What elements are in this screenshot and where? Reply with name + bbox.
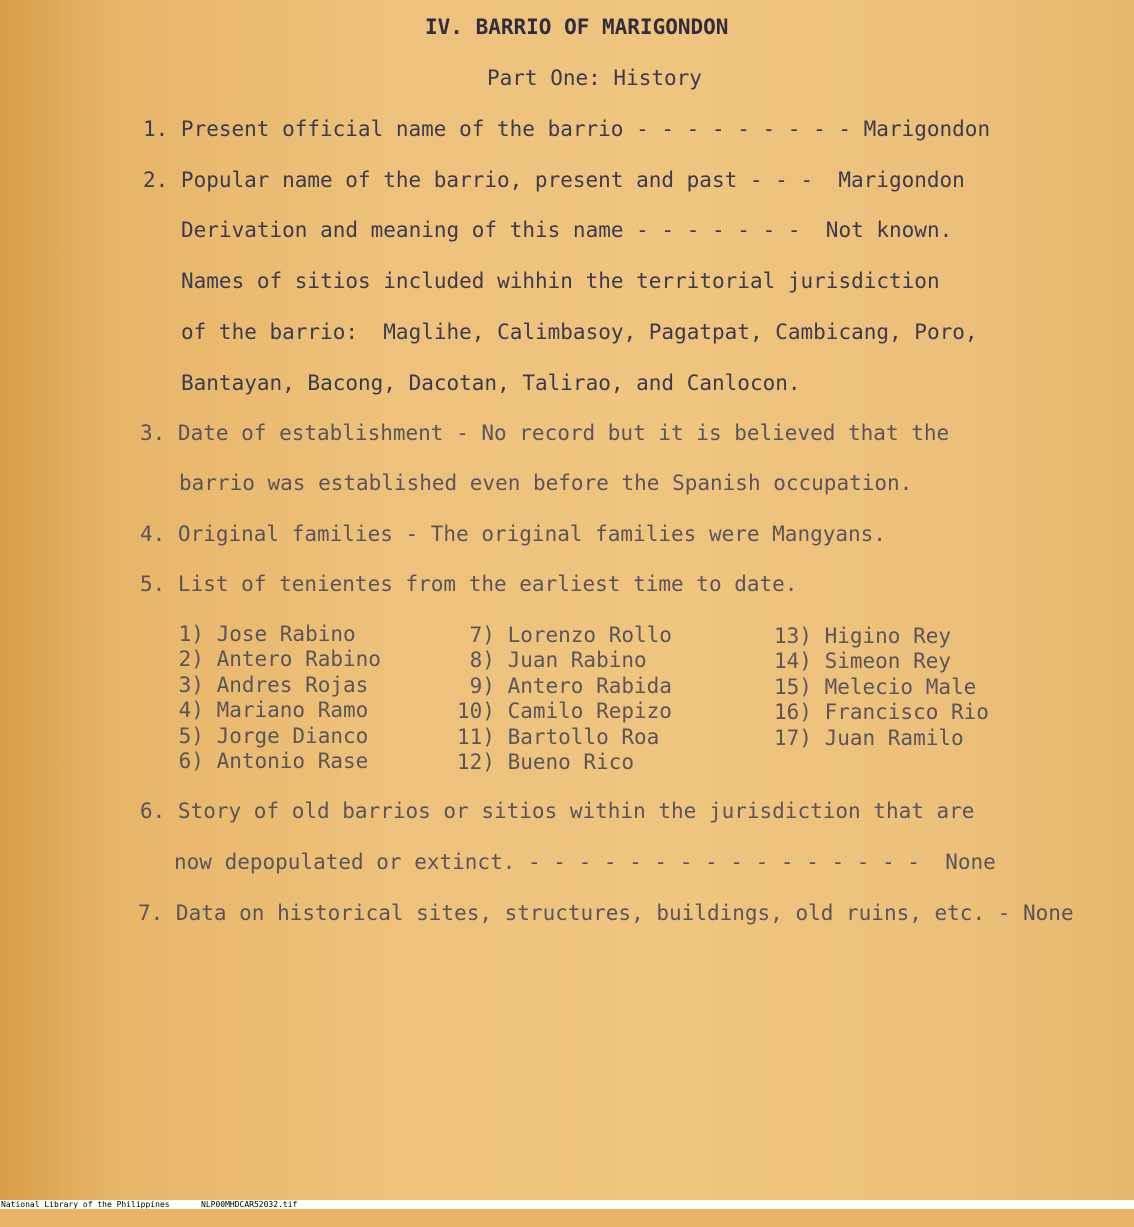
item-2-sitios-list-end: Bantayan, Bacong, Dacotan, Talirao, and Canlocon. bbox=[181, 371, 801, 395]
scan-filename: NLP00MHDCAR52032.tif bbox=[201, 1200, 298, 1209]
teniente-entry: 12) Bueno Rico bbox=[457, 750, 635, 774]
library-credit: National Library of the Philippines bbox=[1, 1200, 170, 1209]
teniente-entry: 13) Higino Rey bbox=[774, 624, 952, 648]
teniente-entry: 9) Antero Rabida bbox=[457, 674, 672, 698]
item-4-original-families: 4. Original families - The original families were Mangyans. bbox=[140, 522, 886, 546]
teniente-entry: 15) Melecio Male bbox=[774, 675, 977, 699]
teniente-entry: 16) Francisco Rio bbox=[774, 700, 989, 724]
page-title: IV. BARRIO OF MARIGONDON bbox=[425, 15, 729, 39]
teniente-entry: 11) Bartollo Roa bbox=[457, 725, 660, 749]
item-3-establishment: 3. Date of establishment - No record but it is believed that the bbox=[140, 421, 950, 445]
teniente-entry: 6) Antonio Rase bbox=[166, 749, 369, 773]
teniente-entry: 7) Lorenzo Rollo bbox=[457, 623, 672, 647]
item-2-sitios-list: of the barrio: Maglihe, Calimbasoy, Pagatpat, Cambicang, Poro, bbox=[181, 320, 978, 344]
teniente-entry: 2) Antero Rabino bbox=[166, 647, 381, 671]
teniente-entry: 4) Mariano Ramo bbox=[166, 698, 369, 722]
teniente-entry: 10) Camilo Repizo bbox=[457, 699, 672, 723]
teniente-entry: 1) Jose Rabino bbox=[166, 622, 356, 646]
item-2-derivation: Derivation and meaning of this name - - - - - - - Not known. bbox=[181, 218, 953, 242]
scan-footer bbox=[0, 1200, 1134, 1209]
item-6-old-barrios: 6. Story of old barrios or sitios within the jurisdiction that are bbox=[140, 799, 975, 823]
teniente-entry: 14) Simeon Rey bbox=[774, 649, 952, 673]
item-2-sitios-intro: Names of sitios included wihhin the territorial jurisdiction bbox=[181, 269, 940, 293]
section-heading: Part One: History bbox=[487, 66, 702, 90]
item-6-old-barrios-cont: now depopulated or extinct. - - - - - - - - - - - - - - - - None bbox=[174, 850, 996, 874]
teniente-entry: 8) Juan Rabino bbox=[457, 648, 647, 672]
teniente-entry: 5) Jorge Dianco bbox=[166, 724, 369, 748]
item-5-tenientes-heading: 5. List of tenientes from the earliest time to date. bbox=[140, 572, 798, 596]
item-3-establishment-cont: barrio was established even before the Spanish occupation. bbox=[179, 471, 913, 495]
item-7-historical-sites: 7. Data on historical sites, structures, buildings, old ruins, etc. - None bbox=[138, 901, 1074, 925]
item-2-popular-name: 2. Popular name of the barrio, present and past - - - Marigondon bbox=[143, 168, 965, 192]
item-1-official-name: 1. Present official name of the barrio - - - - - - - - - Marigondon bbox=[143, 117, 991, 141]
teniente-entry: 3) Andres Rojas bbox=[166, 673, 369, 697]
teniente-entry: 17) Juan Ramilo bbox=[774, 726, 964, 750]
